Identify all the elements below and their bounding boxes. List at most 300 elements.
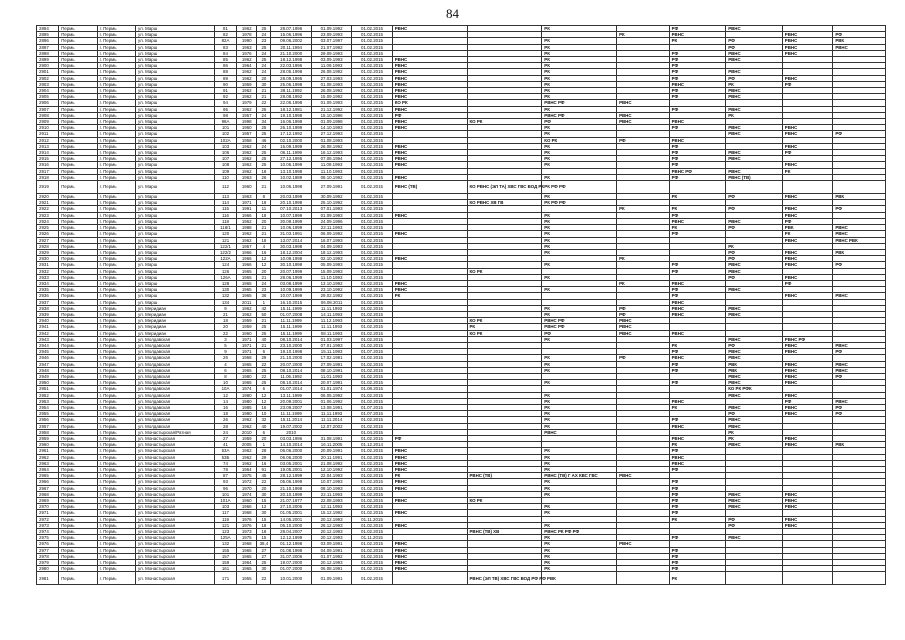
date-cell: 17.12.1992: [271, 131, 311, 137]
work-mark-cell: РВНС: [726, 442, 783, 448]
work-mark-cell: РВНС: [669, 299, 726, 305]
registry-table: [36, 25, 886, 585]
street-cell: ул. Марш: [136, 57, 215, 63]
city-cell: г. Пермь: [97, 38, 135, 44]
flats-cell: 25: [257, 125, 271, 131]
street-cell: ул. Марш: [136, 50, 215, 56]
flats-cell: 38,4: [257, 541, 271, 547]
house-number-cell: 102: [214, 131, 236, 137]
date-cell: 10.09.1999: [271, 287, 311, 293]
flats-cell: 23: [257, 287, 271, 293]
row-number-cell: 2900: [37, 63, 59, 69]
flats-cell: 25: [257, 330, 271, 336]
work-mark-cell: РФ: [669, 485, 726, 491]
year-cell: 1965: [237, 293, 257, 299]
city-cell: г. Пермь: [97, 44, 135, 50]
city-cell: г. Пермь: [97, 125, 135, 131]
work-mark-cell: РВНС РК РФ РФ: [542, 529, 617, 535]
date-cell: 19.07.2000: [271, 560, 311, 566]
work-mark-cell: РВНС: [782, 249, 833, 255]
street-cell: ул. Монастырская: [136, 560, 215, 566]
work-mark-cell: РВНС: [726, 88, 783, 94]
date-cell: 28.12.1993: [311, 522, 351, 528]
work-mark-cell: РК: [542, 417, 617, 423]
date-cell: 01.02.2015: [352, 168, 392, 174]
date-cell: 07.01.1993: [311, 342, 351, 348]
year-cell: 1963: [237, 194, 257, 200]
year-cell: 1970: [237, 485, 257, 491]
street-cell: ул. Марш: [136, 206, 215, 212]
work-mark-cell: РФ: [726, 256, 783, 262]
house-number-cell: 84: [214, 50, 236, 56]
year-cell: 1959: [237, 436, 257, 442]
city-cell: г. Пермь: [97, 212, 135, 218]
flats-cell: 18: [257, 522, 271, 528]
date-cell: 01.02.2015: [352, 274, 392, 280]
date-cell: 01.02.2015: [352, 26, 392, 32]
region-cell: Пермь: [59, 355, 97, 361]
work-mark-cell: РК: [542, 398, 617, 404]
street-cell: ул. Марш: [136, 112, 215, 118]
date-cell: 15.12.1992: [311, 510, 351, 516]
work-mark-cell: РК: [542, 380, 617, 386]
date-cell: 06.06.2000: [271, 454, 311, 460]
date-cell: 11.11.1999: [271, 318, 311, 324]
flats-cell: 30: [257, 81, 271, 87]
row-number-cell: 2936: [37, 293, 59, 299]
house-number-cell: 126: [214, 268, 236, 274]
house-number-cell: 89: [214, 75, 236, 81]
row-number-cell: 2976: [37, 541, 59, 547]
work-mark-cell: РВНС РФ: [542, 324, 617, 330]
date-cell: 11.10.1993: [311, 168, 351, 174]
work-mark-cell: РВНС: [782, 194, 833, 200]
date-cell: 30.09.1999: [271, 218, 311, 224]
work-mark-cell: РВНС: [392, 119, 467, 125]
date-cell: 10.02.1989: [271, 174, 311, 180]
row-number-cell: 2908: [37, 112, 59, 118]
city-cell: г. Пермь: [97, 32, 135, 38]
city-cell: г. Пермь: [97, 100, 135, 106]
year-cell: 1973: [237, 529, 257, 535]
street-cell: ул. Молдавская: [136, 367, 215, 373]
date-cell: 16.09.1999: [271, 143, 311, 149]
row-number-cell: 2940: [37, 318, 59, 324]
date-cell: 01.02.2015: [352, 69, 392, 75]
work-mark-cell: РВНС: [392, 162, 467, 168]
street-cell: ул. Монастырская: [136, 572, 215, 585]
date-cell: 01.02.2015: [352, 106, 392, 112]
city-cell: г. Пермь: [97, 522, 135, 528]
table-row: [37, 181, 886, 194]
date-cell: 01.02.2015: [352, 398, 392, 404]
flats-cell: 25: [257, 44, 271, 50]
date-cell: 15.11.2014: [271, 417, 311, 423]
date-cell: 20.12.1993: [311, 516, 351, 522]
street-cell: ул. Монастырская: [136, 516, 215, 522]
city-cell: г. Пермь: [97, 566, 135, 572]
work-mark-cell: РВНС: [392, 566, 467, 572]
date-cell: 01.02.2015: [352, 454, 392, 460]
work-mark-cell: [833, 572, 886, 585]
street-cell: ул. Молдавская: [136, 373, 215, 379]
row-number-cell: 2894: [37, 26, 59, 32]
year-cell: 1966: [237, 256, 257, 262]
date-cell: 01.02.2015: [352, 479, 392, 485]
date-cell: 27.12.1995: [271, 156, 311, 162]
street-cell: ул. Марш: [136, 26, 215, 32]
house-number-cell: 125А: [214, 535, 236, 541]
house-number-cell: 93: [214, 479, 236, 485]
work-mark-cell: РВНС: [392, 150, 467, 156]
date-cell: 01.02.2015: [352, 311, 392, 317]
work-mark-cell: РК: [542, 125, 617, 131]
work-mark-cell: КО РК: [467, 318, 542, 324]
work-mark-cell: РК: [542, 454, 617, 460]
region-cell: Пермь: [59, 342, 97, 348]
street-cell: ул. Молдавская: [136, 380, 215, 386]
year-cell: 1959: [237, 81, 257, 87]
street-cell: ул. Марш: [136, 88, 215, 94]
work-mark-cell: РФ: [617, 305, 670, 311]
date-cell: 01.02.2015: [352, 373, 392, 379]
work-mark-cell: РК: [542, 491, 617, 497]
region-cell: Пермь: [59, 69, 97, 75]
house-number-cell: 83: [214, 44, 236, 50]
year-cell: 1980: [237, 373, 257, 379]
street-cell: ул. Молдавская: [136, 411, 215, 417]
work-mark-cell: КО РК РФК: [726, 386, 783, 392]
city-cell: г. Пермь: [97, 336, 135, 342]
flats-cell: 21: [257, 231, 271, 237]
house-number-cell: 78: [214, 467, 236, 473]
house-number-cell: 123: [214, 529, 236, 535]
work-mark-cell: РВНС: [833, 342, 886, 348]
street-cell: ул. Монастырская: [136, 510, 215, 516]
date-cell: 01.02.2015: [352, 57, 392, 63]
flats-cell: 30: [257, 566, 271, 572]
year-cell: 1962: [237, 143, 257, 149]
work-mark-cell: РВНС: [782, 373, 833, 379]
work-mark-cell: РК: [392, 293, 467, 299]
flats-cell: 24: [257, 32, 271, 38]
row-number-cell: 2971: [37, 510, 59, 516]
work-mark-cell: РК: [542, 194, 617, 200]
house-number-cell: 171: [214, 572, 236, 585]
house-number-cell: 122/2: [214, 249, 236, 255]
city-cell: г. Пермь: [97, 498, 135, 504]
region-cell: Пермь: [59, 81, 97, 87]
work-mark-cell: РК: [542, 560, 617, 566]
city-cell: г. Пермь: [97, 361, 135, 367]
date-cell: 01.02.2015: [352, 162, 392, 168]
registry-table-body: [37, 26, 886, 585]
work-mark-cell: РВНС: [669, 398, 726, 404]
work-mark-cell: РВНС: [782, 131, 833, 137]
work-mark-cell: КО РК: [467, 330, 542, 336]
work-mark-cell: [617, 181, 670, 194]
date-cell: 01.02.2015: [352, 112, 392, 118]
flats-cell: 40: [257, 423, 271, 429]
date-cell: 20.11.1994: [271, 44, 311, 50]
work-mark-cell: РК: [726, 436, 783, 442]
city-cell: г. Пермь: [97, 156, 135, 162]
work-mark-cell: РВНС: [726, 373, 783, 379]
work-mark-cell: РФ: [726, 194, 783, 200]
year-cell: 1957: [237, 131, 257, 137]
city-cell: г. Пермь: [97, 318, 135, 324]
date-cell: 22.03.1996: [271, 63, 311, 69]
work-mark-cell: РВНС: [669, 460, 726, 466]
row-number-cell: 2970: [37, 504, 59, 510]
street-cell: ул. Монастырская: [136, 522, 215, 528]
year-cell: 1963: [237, 44, 257, 50]
date-cell: 01.09.1993: [311, 212, 351, 218]
date-cell: 01.02.2015: [352, 38, 392, 44]
date-cell: 12.11.1993: [311, 504, 351, 510]
date-cell: 13.07.2014: [271, 237, 311, 243]
date-cell: 18.12.1998: [271, 57, 311, 63]
work-mark-cell: РК: [669, 572, 726, 585]
region-cell: Пермь: [59, 498, 97, 504]
city-cell: г. Пермь: [97, 287, 135, 293]
date-cell: 20.10.1998: [271, 200, 311, 206]
work-mark-cell: РК: [669, 206, 726, 212]
work-mark-cell: РВНС: [726, 504, 783, 510]
row-number-cell: 2919: [37, 181, 59, 194]
work-mark-cell: РК: [669, 38, 726, 44]
house-number-cell: 14: [214, 398, 236, 404]
region-cell: Пермь: [59, 473, 97, 479]
date-cell: 06.08.2011: [311, 299, 351, 305]
row-number-cell: 2960: [37, 442, 59, 448]
work-mark-cell: КО РК: [392, 100, 467, 106]
row-number-cell: 2914: [37, 150, 59, 156]
row-number-cell: 2929: [37, 249, 59, 255]
city-cell: г. Пермь: [97, 342, 135, 348]
flats-cell: 22: [257, 100, 271, 106]
work-mark-cell: РК: [782, 231, 833, 237]
flats-cell: 30: [257, 491, 271, 497]
work-mark-cell: РВК: [833, 38, 886, 44]
work-mark-cell: РК: [617, 32, 670, 38]
city-cell: г. Пермь: [97, 106, 135, 112]
house-number-cell: 155: [214, 547, 236, 553]
row-number-cell: 2957: [37, 423, 59, 429]
date-cell: 13.10.1998: [271, 168, 311, 174]
work-mark-cell: РФ: [669, 26, 726, 32]
city-cell: г. Пермь: [97, 467, 135, 473]
city-cell: г. Пермь: [97, 349, 135, 355]
date-cell: 01.07.2000: [271, 566, 311, 572]
city-cell: г. Пермь: [97, 429, 135, 435]
flats-cell: 18: [257, 529, 271, 535]
date-cell: 01.02.2015: [352, 380, 392, 386]
work-mark-cell: РК: [542, 63, 617, 69]
work-mark-cell: РФ: [669, 479, 726, 485]
row-number-cell: 2925: [37, 225, 59, 231]
house-number-cell: 101: [214, 491, 236, 497]
date-cell: 20.10.1999: [271, 491, 311, 497]
date-cell: 10.06.1999: [271, 225, 311, 231]
street-cell: ул. Монастырская/Ратная: [136, 429, 215, 435]
flats-cell: 22: [257, 572, 271, 585]
date-cell: 01.09.1991: [311, 572, 351, 585]
work-mark-cell: РФ: [833, 373, 886, 379]
house-number-cell: 12: [214, 392, 236, 398]
row-number-cell: 2909: [37, 119, 59, 125]
work-mark-cell: РФ: [833, 411, 886, 417]
region-cell: Пермь: [59, 268, 97, 274]
street-cell: ул. Монастырская: [136, 541, 215, 547]
date-cell: 01.02.2015: [352, 63, 392, 69]
date-cell: 06.05.1992: [311, 392, 351, 398]
work-mark-cell: РФ: [726, 225, 783, 231]
house-number-cell: 96: [214, 485, 236, 491]
house-number-cell: 128: [214, 280, 236, 286]
year-cell: 1975: [237, 473, 257, 479]
year-cell: 1962: [237, 168, 257, 174]
house-number-cell: 53Б: [214, 454, 236, 460]
date-cell: 01.02.2015: [352, 293, 392, 299]
work-mark-cell: РВНС: [392, 467, 467, 473]
city-cell: г. Пермь: [97, 367, 135, 373]
work-mark-cell: РК: [726, 429, 783, 435]
region-cell: Пермь: [59, 262, 97, 268]
house-number-cell: 114: [214, 200, 236, 206]
date-cell: 16.12.1993: [311, 150, 351, 156]
flats-cell: 24: [257, 63, 271, 69]
year-cell: 1962: [237, 75, 257, 81]
city-cell: г. Пермь: [97, 225, 135, 231]
date-cell: 30.03.1998: [271, 243, 311, 249]
date-cell: 20.12.1993: [311, 535, 351, 541]
region-cell: Пермь: [59, 404, 97, 410]
work-mark-cell: РК: [542, 274, 617, 280]
region-cell: Пермь: [59, 504, 97, 510]
work-mark-cell: КО РВНС (ЭЛ ТА) ХВС ГВС ВОД РК: [467, 181, 542, 194]
city-cell: г. Пермь: [97, 460, 135, 466]
date-cell: 11.09.1993: [311, 63, 351, 69]
year-cell: 1957: [237, 112, 257, 118]
house-number-cell: 28: [214, 423, 236, 429]
row-number-cell: 2905: [37, 94, 59, 100]
city-cell: г. Пермь: [97, 392, 135, 398]
work-mark-cell: РВНС: [726, 305, 783, 311]
row-number-cell: 2932: [37, 268, 59, 274]
street-cell: ул. Монастырская: [136, 485, 215, 491]
flats-cell: 12: [257, 398, 271, 404]
street-cell: ул. Марш: [136, 194, 215, 200]
year-cell: 1980: [237, 411, 257, 417]
city-cell: г. Пермь: [97, 194, 135, 200]
work-mark-cell: РВНС: [782, 392, 833, 398]
flats-cell: 20: [257, 436, 271, 442]
house-number-cell: 103: [214, 143, 236, 149]
flats-cell: 40: [257, 336, 271, 342]
region-cell: Пермь: [59, 510, 97, 516]
house-number-cell: 118: [214, 218, 236, 224]
flats-cell: 6: [257, 349, 271, 355]
city-cell: г. Пермь: [97, 63, 135, 69]
work-mark-cell: РК: [542, 535, 617, 541]
date-cell: 14.10.2014: [271, 442, 311, 448]
house-number-cell: 9: [214, 305, 236, 311]
work-mark-cell: РК: [542, 143, 617, 149]
date-cell: 01.02.2015: [352, 318, 392, 324]
row-number-cell: 2944: [37, 342, 59, 348]
work-mark-cell: РК: [542, 504, 617, 510]
city-cell: г. Пермь: [97, 131, 135, 137]
city-cell: г. Пермь: [97, 150, 135, 156]
work-mark-cell: РВНС (ТВ) ХВ: [467, 529, 542, 535]
date-cell: 14.10.1993: [311, 125, 351, 131]
city-cell: г. Пермь: [97, 404, 135, 410]
street-cell: ул. Меридиан: [136, 318, 215, 324]
region-cell: Пермь: [59, 75, 97, 81]
work-mark-cell: РФ: [669, 57, 726, 63]
city-cell: г. Пермь: [97, 485, 135, 491]
work-mark-cell: КО РВНС ХВ ГВ: [467, 200, 542, 206]
date-cell: 20.07.1999: [271, 268, 311, 274]
flats-cell: 18: [257, 237, 271, 243]
region-cell: Пермь: [59, 417, 97, 423]
row-number-cell: 2926: [37, 231, 59, 237]
city-cell: г. Пермь: [97, 280, 135, 286]
work-mark-cell: КО РК: [467, 119, 542, 125]
work-mark-cell: РФ: [617, 311, 670, 317]
flats-cell: 29: [257, 454, 271, 460]
work-mark-cell: РВНС: [782, 293, 833, 299]
work-mark-cell: РФ: [669, 63, 726, 69]
work-mark-cell: РВНС: [782, 38, 833, 44]
work-mark-cell: РВНС: [392, 547, 467, 553]
house-number-cell: 124: [214, 262, 236, 268]
row-number-cell: 2899: [37, 57, 59, 63]
city-cell: г. Пермь: [97, 423, 135, 429]
date-cell: 01.07.1992: [311, 553, 351, 559]
date-cell: 18.12.1993: [311, 249, 351, 255]
street-cell: ул. Монастырская: [136, 498, 215, 504]
house-number-cell: 134: [214, 299, 236, 305]
date-cell: 01.02.2015: [352, 553, 392, 559]
work-mark-cell: РК: [542, 106, 617, 112]
work-mark-cell: РФ: [782, 280, 833, 286]
work-mark-cell: РВНС: [782, 162, 833, 168]
date-cell: 12.10.1992: [311, 467, 351, 473]
flats-cell: 22: [257, 361, 271, 367]
date-cell: 17.02.1991: [311, 355, 351, 361]
date-cell: 14.11.1993: [311, 311, 351, 317]
work-mark-cell: РВНС РФ: [669, 168, 726, 174]
date-cell: 21.08.1992: [311, 460, 351, 466]
date-cell: 03.08.1999: [271, 280, 311, 286]
work-mark-cell: [833, 181, 886, 194]
date-cell: 20.09.2001: [271, 398, 311, 404]
work-mark-cell: РФ: [833, 262, 886, 268]
date-cell: 03.07.1997: [311, 38, 351, 44]
house-number-cell: 10: [214, 380, 236, 386]
date-cell: 05.06.1999: [271, 479, 311, 485]
work-mark-cell: РК: [542, 541, 617, 547]
street-cell: ул. Марш: [136, 243, 215, 249]
date-cell: 01.09.1998: [311, 119, 351, 125]
house-number-cell: 98: [214, 112, 236, 118]
work-mark-cell: РВНС: [542, 429, 617, 435]
work-mark-cell: РВНС: [392, 454, 467, 460]
region-cell: Пермь: [59, 293, 97, 299]
region-cell: Пермь: [59, 112, 97, 118]
